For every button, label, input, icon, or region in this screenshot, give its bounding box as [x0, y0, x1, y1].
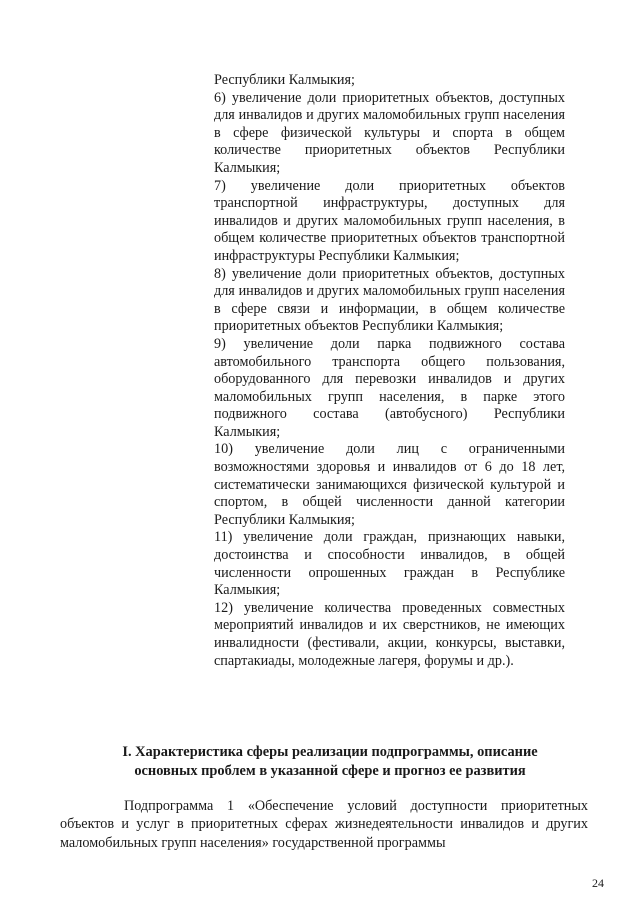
- list-item-9: 9) увеличение доли парка подвижного состава автомобильного транспорта общего пользования, оборудованного для перевозки инвалидов и других маломобильных групп населения, в парке этого подвижного состава (автобусного) Республики Калмыкия;: [214, 335, 565, 440]
- section-heading: [60, 743, 600, 781]
- list-item-6: 6) увеличение доли приоритетных объектов, доступных для инвалидов и других маломобильных групп населения в сфере физической культуры и спорта в общем количестве приоритетных объектов Республики Калмыкия;: [214, 89, 565, 176]
- target-indicators-list: [214, 72, 565, 670]
- body-paragraph: Подпрограмма 1 «Обеспечение условий доступности приоритетных объектов и услуг в приоритетных сферах жизнедеятельности инвалидов и других маломобильных групп населения» государственной программы: [60, 798, 588, 851]
- list-item-11: 11) увеличение доли граждан, признающих навыки, достоинства и способности инвалидов, в общей численности опрошенных граждан в Республике Калмыкия;: [214, 529, 565, 599]
- list-item-continuation: Республики Калмыкия;: [214, 72, 355, 88]
- list-item-12: 12) увеличение количества проведенных совместных мероприятий инвалидов и их сверстников, не имеющих инвалидности (фестивали, акции, конкурсы, выставки, спартакиады, молодежные лагеря, форумы и др.).: [214, 599, 565, 669]
- list-item-7: 7) увеличение доли приоритетных объектов транспортной инфраструктуры, доступных для инвалидов и других маломобильных групп населения, в общем количестве приоритетных объектов транспортной инфраструктуры Республики Калмыкия;: [214, 177, 565, 264]
- section-heading-line-1: I. Характеристика сферы реализации подпрограммы, описание: [122, 744, 538, 760]
- page-number: 24: [592, 876, 604, 890]
- list-item-10: 10) увеличение доли лиц с ограниченными возможностями здоровья и инвалидов от 6 до 18 лет, систематически занимающихся физической культурой и спортом, в общей численности данной категории Республики Калмыкия;: [214, 441, 565, 528]
- list-item-8: 8) увеличение доли приоритетных объектов, доступных для инвалидов и других маломобильных групп населения в сфере связи и информации, в общем количестве приоритетных объектов Республики Калмыкия;: [214, 265, 565, 335]
- section-heading-line-2: основных проблем в указанной сфере и прогноз ее развития: [134, 763, 526, 779]
